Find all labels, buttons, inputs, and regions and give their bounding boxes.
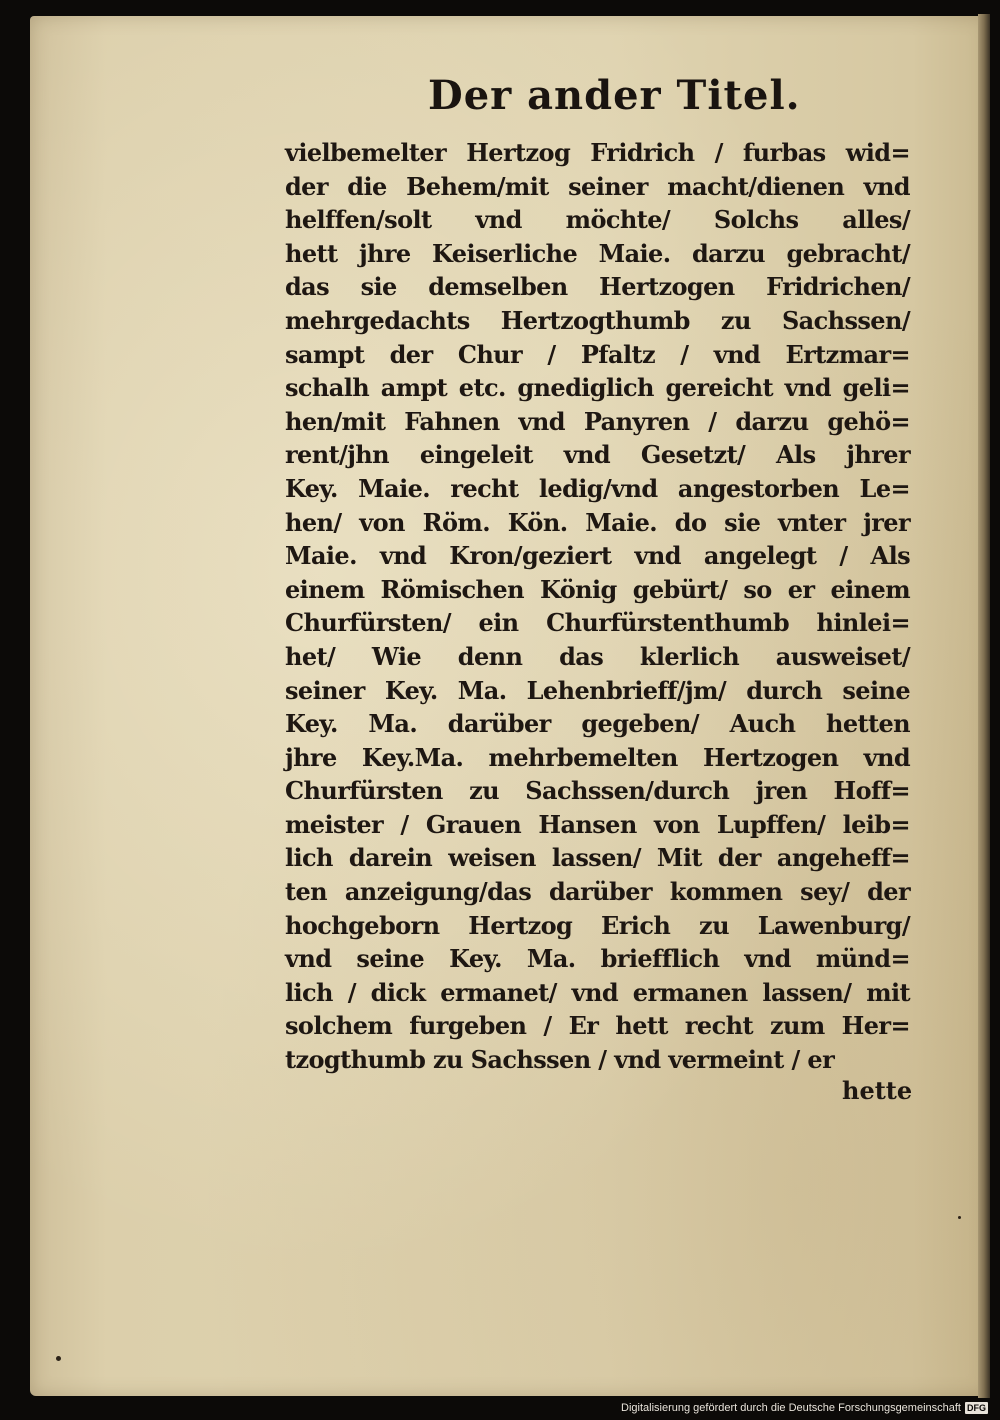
text-line: rent/jhn eingeleit vnd Gesetzt/ Als jhrer bbox=[285, 440, 910, 470]
page-edge bbox=[978, 14, 990, 1398]
book-page bbox=[30, 16, 988, 1396]
text-line: tzogthumb zu Sachssen / vnd vermeint / er bbox=[285, 1045, 835, 1075]
dfg-logo-icon: DFG bbox=[967, 1403, 986, 1413]
page-title: Der ander Titel. bbox=[428, 72, 801, 119]
text-line: sampt der Chur / Pfaltz / vnd Ertzmar= bbox=[285, 339, 910, 369]
text-line: hen/ von Röm. Kön. Maie. do sie vnter jrer bbox=[285, 507, 910, 537]
ink-speck bbox=[958, 1216, 961, 1219]
text-line: Churfürsten/ ein Churfürstenthumb hinlei= bbox=[285, 608, 910, 638]
text-line: helffen/solt vnd möchte/ Solchs alles/ bbox=[285, 205, 910, 235]
text-line: lich darein weisen lassen/ Mit der angeheff= bbox=[285, 843, 910, 873]
text-line: einem Römischen König gebürt/ so er einem bbox=[285, 574, 910, 604]
text-line: schalh ampt etc. gnediglich gereicht vnd geli= bbox=[285, 373, 910, 403]
text-line: vnd seine Key. Ma. briefflich vnd münd= bbox=[285, 944, 910, 974]
ink-speck bbox=[56, 1356, 61, 1361]
text-line: der die Behem/mit seiner macht/dienen vnd bbox=[285, 171, 910, 201]
text-line: vielbemelter Hertzog Fridrich / furbas wid= bbox=[285, 138, 910, 167]
text-line: lich / dick ermanet/ vnd ermanen lassen/ mit bbox=[285, 977, 910, 1007]
text-line: hett jhre Keiserliche Maie. darzu gebracht/ bbox=[285, 238, 910, 268]
text-line: meister / Grauen Hansen von Lupffen/ leib= bbox=[285, 809, 910, 839]
text-line: het/ Wie denn das klerlich ausweiset/ bbox=[285, 641, 910, 671]
credit-text: Digitalisierung gefördert durch die Deutsche Forschungsgemeinschaft bbox=[621, 1402, 961, 1414]
text-line: mehrgedachts Hertzogthumb zu Sachssen/ bbox=[285, 305, 910, 335]
catchword: hette bbox=[842, 1076, 913, 1105]
text-line: hochgeborn Hertzog Erich zu Lawenburg/ bbox=[285, 910, 910, 940]
text-line: das sie demselben Hertzogen Fridrichen/ bbox=[285, 272, 910, 302]
text-line: Churfürsten zu Sachssen/durch jren Hoff= bbox=[285, 776, 910, 806]
text-line: solchem furgeben / Er hett recht zum Her= bbox=[285, 1011, 910, 1041]
footer-credit bbox=[621, 1400, 988, 1416]
text-line: Key. Maie. recht ledig/vnd angestorben Le= bbox=[285, 473, 910, 503]
text-line: jhre Key.Ma. mehrbemelten Hertzogen vnd bbox=[285, 742, 910, 772]
body-text bbox=[285, 136, 910, 1077]
text-line: seiner Key. Ma. Lehenbrieff/jm/ durch seine bbox=[285, 675, 910, 705]
text-line: Maie. vnd Kron/geziert vnd angelegt / Als bbox=[285, 541, 910, 571]
text-line: hen/mit Fahnen vnd Panyren / darzu gehö= bbox=[285, 406, 910, 436]
text-line: ten anzeigung/das darüber kommen sey/ der bbox=[285, 877, 910, 907]
text-line: Key. Ma. darüber gegeben/ Auch hetten bbox=[285, 709, 910, 739]
